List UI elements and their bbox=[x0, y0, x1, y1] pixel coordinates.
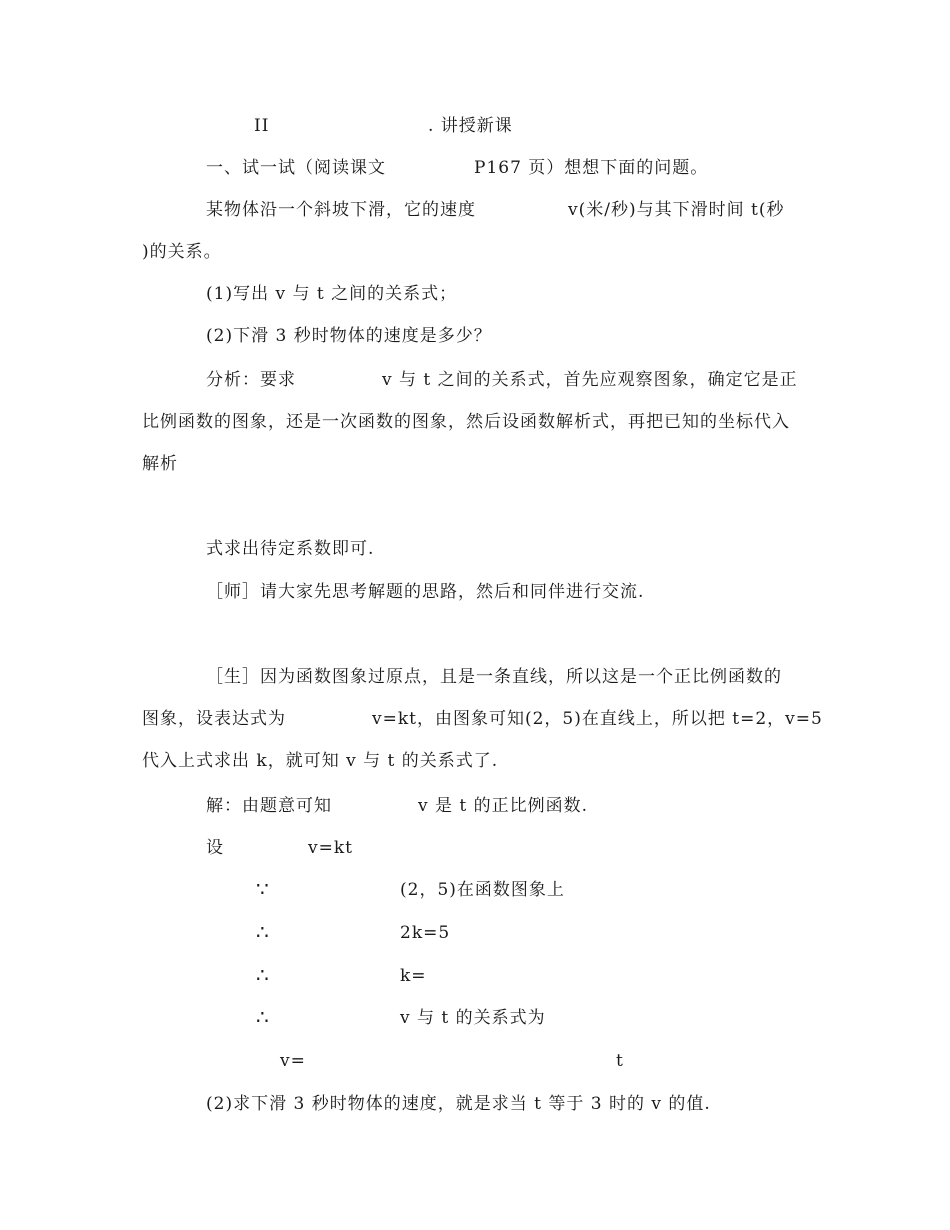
problem-line1-b: v(米/秒)与其下滑时间 t(秒 bbox=[568, 200, 785, 220]
problem-line1-a: 某物体沿一个斜坡下滑，它的速度 bbox=[206, 200, 476, 220]
part-2-text: (2)求下滑 3 秒时物体的速度，就是求当 t 等于 3 时的 v 的值. bbox=[206, 1094, 711, 1114]
student-line2-b: v=kt，由图象可知(2，5)在直线上，所以把 t=2，v=5 bbox=[372, 709, 823, 729]
step-2-text: 2k=5 bbox=[400, 923, 451, 943]
analysis-line4: 式求出待定系数即可. bbox=[206, 539, 375, 559]
solution-set-label: 设 bbox=[206, 838, 224, 858]
section-title: . 讲授新课 bbox=[428, 116, 513, 136]
question-1: (1)写出 v 与 t 之间的关系式； bbox=[206, 284, 458, 304]
problem-line2: )的关系。 bbox=[142, 242, 222, 262]
solution-lead: 解：由题意可知 bbox=[206, 796, 332, 816]
teacher-prompt: ［师］请大家先思考解题的思路，然后和同伴进行交流. bbox=[206, 582, 645, 602]
analysis-line3: 解析 bbox=[142, 454, 178, 474]
analysis-line1: v 与 t 之间的关系式，首先应观察图象，确定它是正 bbox=[382, 370, 798, 390]
therefore-symbol: ∴ bbox=[256, 920, 270, 944]
step-3-text: k= bbox=[400, 966, 427, 986]
therefore-symbol: ∴ bbox=[256, 963, 270, 987]
result-left: v= bbox=[280, 1051, 306, 1071]
question-2: (2)下滑 3 秒时物体的速度是多少？ bbox=[206, 326, 492, 346]
student-line3: 代入上式求出 k，就可知 v 与 t 的关系式了. bbox=[142, 751, 499, 771]
therefore-symbol: ∴ bbox=[256, 1005, 270, 1029]
solution-set-expr: v=kt bbox=[308, 838, 353, 858]
try-it-lead: 一、试一试（阅读课文 bbox=[206, 158, 386, 178]
analysis-lead: 分析：要求 bbox=[206, 370, 296, 390]
solution-line1: v 是 t 的正比例函数. bbox=[418, 796, 589, 816]
try-it-page-ref: P167 页）想想下面的问题。 bbox=[474, 158, 709, 178]
because-symbol: ∵ bbox=[256, 877, 270, 901]
analysis-line2: 比例函数的图象，还是一次函数的图象，然后设函数解析式，再把已知的坐标代入 bbox=[142, 412, 790, 432]
step-1-text: (2，5)在函数图象上 bbox=[400, 880, 565, 900]
student-line1: ［生］因为函数图象过原点，且是一条直线，所以这是一个正比例函数的 bbox=[206, 667, 782, 687]
section-numeral: II bbox=[254, 116, 270, 136]
student-line2-a: 图象，设表达式为 bbox=[142, 709, 286, 729]
step-4-text: v 与 t 的关系式为 bbox=[400, 1008, 546, 1028]
result-right: t bbox=[616, 1051, 624, 1071]
